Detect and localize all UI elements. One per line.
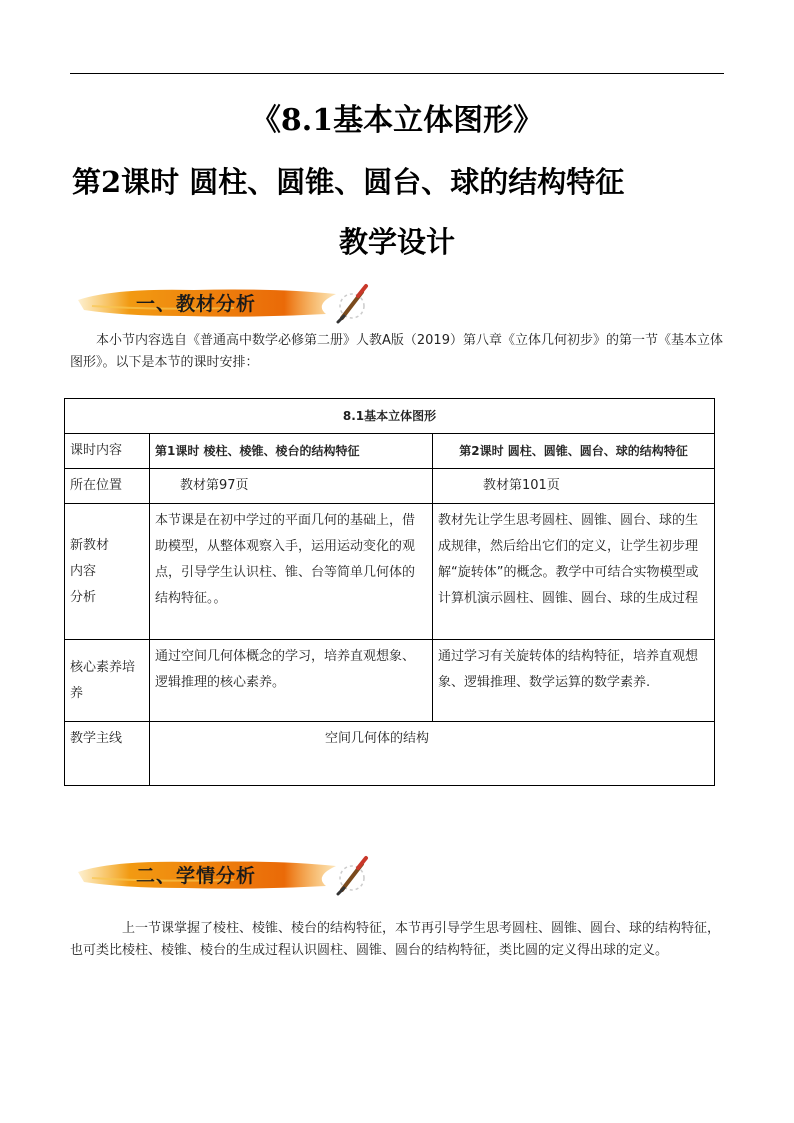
location-lesson-1: 教材第97页 (150, 469, 433, 504)
table-row (65, 504, 715, 640)
row-label-location: 所在位置 (65, 469, 150, 504)
analysis-label-line-1: 新教材 (70, 537, 110, 553)
analysis-lesson-2: 教材先让学生思考圆柱、圆锥、圆台、球的生成规律，然后给出它们的定义，让学生初步理解“旋转体”的概念。教学中可结合实物模型或计算机演示圆柱、圆锥、圆台、球的生成过程 (433, 504, 715, 640)
section-banner-2 (74, 852, 374, 898)
analysis-label-line-2: 内容 (70, 563, 97, 579)
table-row (65, 434, 715, 469)
section-heading-2: 二、学情分析 (136, 865, 257, 887)
literacy-lesson-2: 通过学习有关旋转体的结构特征，培养直观想象、逻辑推理、数学运算的数学素养. (433, 640, 715, 722)
table-row (65, 399, 715, 434)
table-row (65, 469, 715, 504)
header-rule (70, 73, 724, 74)
mainline-value: 空间几何体的结构 (150, 722, 715, 786)
table-row (65, 640, 715, 722)
section-heading-1: 一、教材分析 (136, 293, 257, 315)
section-paragraph-1: 本小节内容选自《普通高中数学必修第二册》人教A版（2019）第八章《立体几何初步》的第一节《基本立体图形》。以下是本节的课时安排： (70, 333, 723, 370)
section-banner-1 (74, 280, 374, 326)
document-subtitle: 第2课时 圆柱、圆锥、圆台、球的结构特征 (72, 165, 625, 199)
lesson-1-title: 第1课时 棱柱、棱锥、棱台的结构特征 (150, 434, 433, 469)
literacy-lesson-1: 通过空间几何体概念的学习，培养直观想象、逻辑推理的核心素养。 (150, 640, 433, 722)
row-label-literacy: 核心素养培养 (65, 640, 150, 722)
row-label-mainline: 教学主线 (65, 722, 150, 786)
location-lesson-2: 教材第101页 (433, 469, 715, 504)
analysis-label-line-3: 分析 (70, 589, 97, 605)
analysis-lesson-1: 本节课是在初中学过的平面几何的基础上，借助模型，从整体观察入手，运用运动变化的观点，引导学生认识柱、锥、台等简单几何体的结构特征。。 (150, 504, 433, 640)
table-row (65, 722, 715, 786)
lesson-plan-table (64, 398, 715, 786)
table-caption: 8.1基本立体图形 (65, 399, 715, 434)
document-title: 《8.1基本立体图形》 (250, 103, 544, 138)
document-subtitle-2: 教学设计 (338, 225, 455, 259)
row-label-analysis (65, 504, 150, 640)
row-label-lesson: 课时内容 (65, 434, 150, 469)
lesson-2-title: 第2课时 圆柱、圆锥、圆台、球的结构特征 (433, 434, 715, 469)
section-paragraph-2: 上一节课掌握了棱柱、棱锥、棱台的结构特征，本节再引导学生思考圆柱、圆锥、圆台、球的结构特征，也可类比棱柱、棱锥、棱台的生成过程认识圆柱、圆锥、圆台的结构特征，类比圆的定义得出球的定义。 (70, 921, 721, 958)
